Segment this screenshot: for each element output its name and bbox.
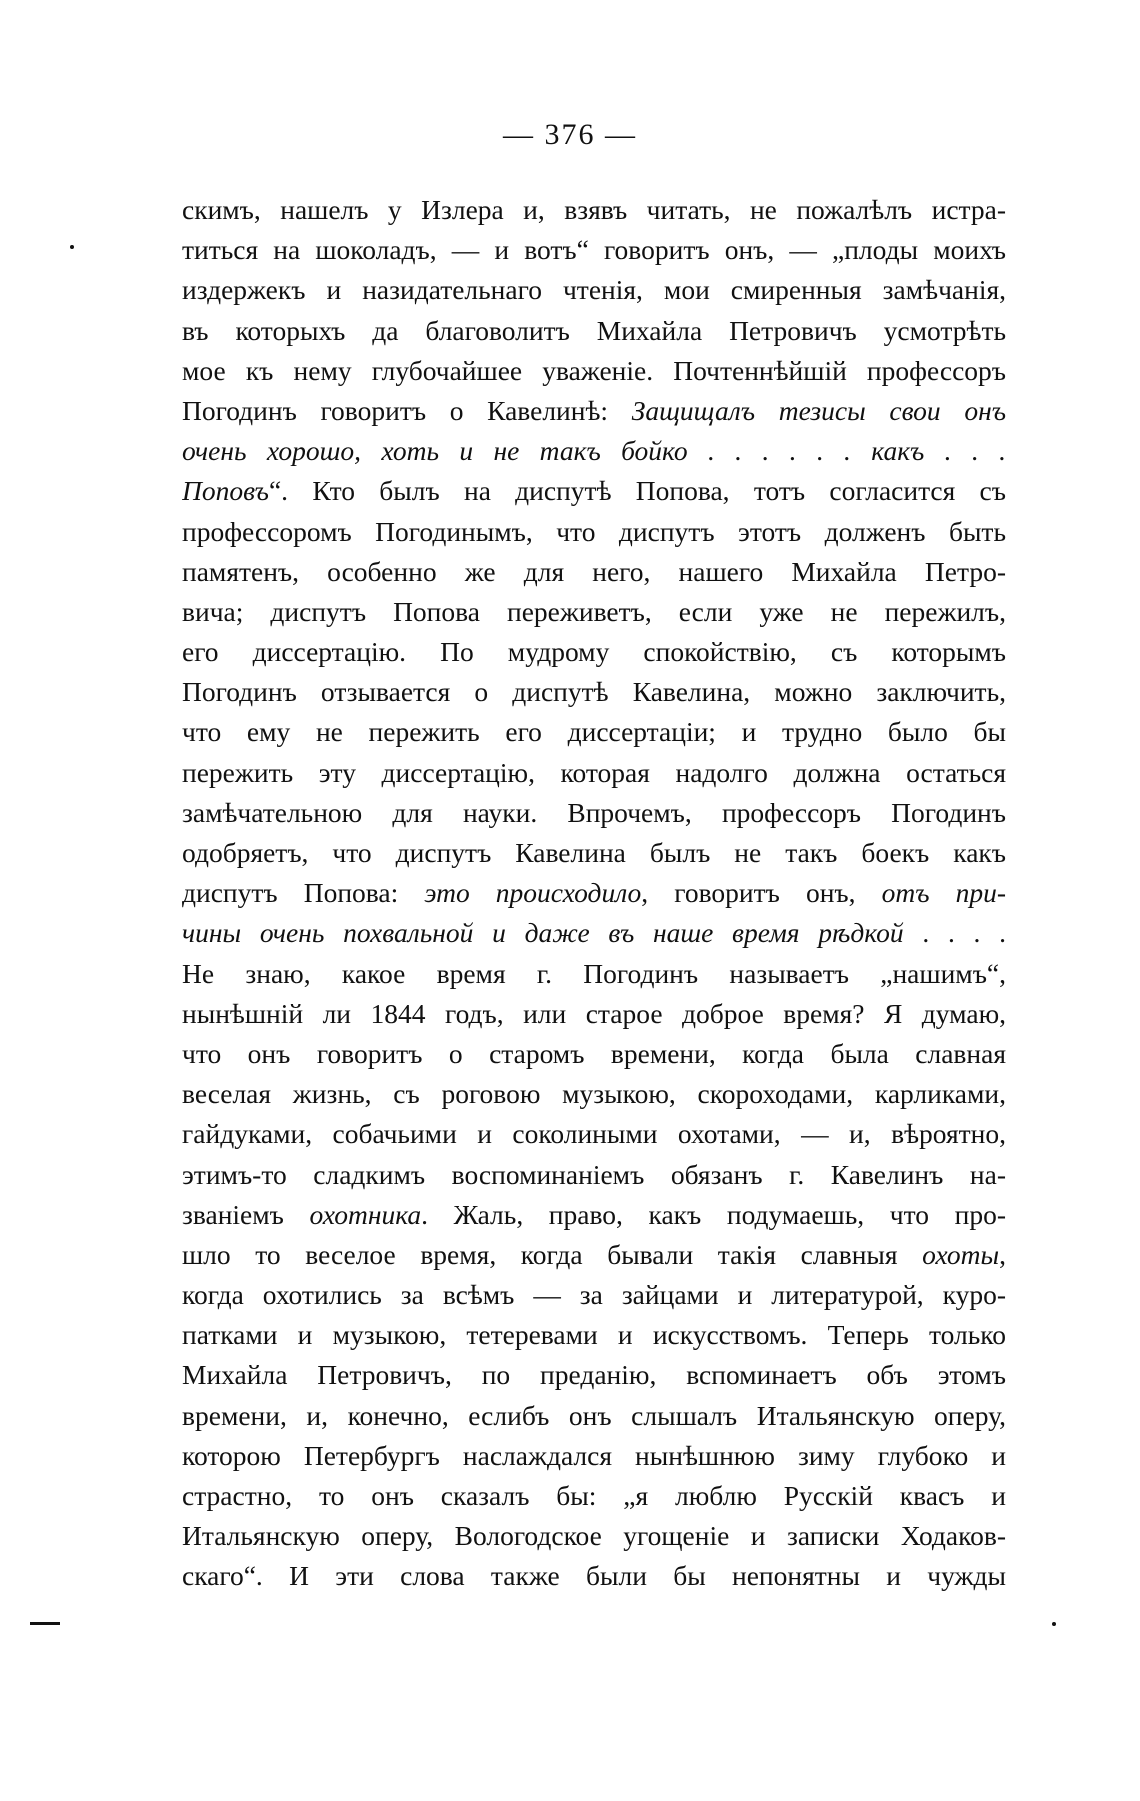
text-segment: “. Кто былъ на диспутѣ Попова, тотъ согласится съ — [268, 475, 1006, 507]
text-line — [182, 632, 1006, 672]
text-line — [182, 1476, 1006, 1516]
text-line — [182, 1074, 1006, 1114]
text-segment: званіемъ — [182, 1198, 310, 1230]
italic-text-segment: Поповъ — [182, 475, 269, 507]
text-line — [182, 471, 1006, 511]
text-line — [182, 592, 1006, 632]
margin-dash-mark — [30, 1622, 60, 1625]
text-segment: времени, и, конечно, еслибъ онъ слышалъ Итальянскую оперу, — [182, 1399, 1006, 1431]
text-line — [182, 793, 1006, 833]
text-segment: въ которыхъ да благоволитъ Михайла Петровичъ усмотрѣть — [182, 314, 1006, 346]
text-segment: что онъ говоритъ о старомъ времени, когда была славная — [182, 1037, 1006, 1069]
text-line — [182, 1275, 1006, 1315]
text-segment: Погодинъ говоритъ о Кавелинѣ: — [182, 394, 632, 426]
text-segment: памятенъ, особенно же для него, нашего Михайла Петро- — [182, 555, 1006, 587]
italic-text-segment: чины очень похвальной и даже въ наше время рѣдкой — [182, 917, 904, 949]
text-line — [182, 873, 1006, 913]
text-segment: мое къ нему глубочайшее уваженіе. Почтеннѣйшій профессоръ — [182, 354, 1006, 386]
text-segment: скимъ, нашелъ у Излера и, взявъ читать, не пожалѣлъ истра- — [182, 194, 1006, 225]
italic-text-segment: это происходило — [424, 877, 642, 909]
text-line — [182, 833, 1006, 873]
text-segment: Итальянскую оперу, Вологодское угощеніе и записки Ходаков- — [182, 1520, 1006, 1552]
text-line — [182, 954, 1006, 994]
margin-dot-mark — [70, 245, 74, 249]
text-line — [182, 311, 1006, 351]
italic-text-segment: охотника — [309, 1198, 422, 1230]
text-line — [182, 1315, 1006, 1355]
text-line — [182, 1235, 1006, 1275]
text-segment: замѣчательною для науки. Впрочемъ, профессоръ Погодинъ — [182, 796, 1006, 828]
text-line — [182, 431, 1006, 471]
text-segment: . . . . — [903, 917, 1006, 949]
text-segment: патками и музыкою, тетеревами и искусствомъ. Теперь только — [182, 1319, 1006, 1351]
text-segment: Не знаю, какое время г. Погодинъ называетъ „нашимъ“, — [182, 957, 1006, 989]
text-segment: скаго“. И эти слова также были бы непонятны и чужды — [182, 1560, 1006, 1592]
text-segment: , говоритъ онъ, — [641, 877, 882, 909]
text-segment: титься на шоколадъ, — и вотъ“ говоритъ онъ, — „плоды моихъ — [182, 234, 1006, 266]
text-line — [182, 512, 1006, 552]
text-segment: гайдуками, собачьими и соколиными охотами, — и, вѣроятно, — [182, 1118, 1006, 1150]
italic-text-segment: отъ при- — [881, 877, 1006, 909]
text-line — [182, 712, 1006, 752]
text-segment: шло то веселое время, когда бывали такія славныя — [182, 1238, 923, 1270]
text-line — [182, 994, 1006, 1034]
body-text — [182, 190, 1006, 1597]
text-line — [182, 391, 1006, 431]
text-line — [182, 1436, 1006, 1476]
text-line — [182, 672, 1006, 712]
italic-text-segment: Защищалъ тезисы свои онъ — [631, 394, 1006, 426]
text-line — [182, 270, 1006, 310]
text-segment: этимъ-то сладкимъ воспоминаніемъ обязанъ г. Кавелинъ на- — [182, 1158, 1006, 1190]
text-segment: что ему не пережить его диссертаціи; и трудно было бы — [182, 716, 1006, 748]
text-line — [182, 1195, 1006, 1235]
page-number: — 376 — — [503, 118, 637, 151]
text-segment: диспутъ Попова: — [182, 877, 425, 909]
text-line — [182, 913, 1006, 953]
text-line — [182, 1114, 1006, 1154]
text-segment: когда охотились за всѣмъ — за зайцами и литературой, куро- — [182, 1279, 1006, 1311]
text-line — [182, 1556, 1006, 1596]
text-segment: его диссертацію. По мудрому спокойствію, съ которымъ — [182, 636, 1006, 668]
text-line — [182, 1355, 1006, 1395]
text-line — [182, 1396, 1006, 1436]
text-segment: издержекъ и назидательнаго чтенія, мои смиренныя замѣчанія, — [182, 274, 1006, 306]
text-line — [182, 351, 1006, 391]
text-line — [182, 190, 1006, 230]
italic-text-segment: очень хорошо, хоть и не такъ бойко . . . . . . какъ . . . — [182, 435, 1006, 467]
text-segment: пережить эту диссертацію, которая надолго должна остаться — [182, 756, 1006, 788]
italic-text-segment: охоты — [922, 1238, 1000, 1270]
text-line — [182, 753, 1006, 793]
text-line — [182, 230, 1006, 270]
text-segment: вича; диспутъ Попова переживетъ, если уже не пережилъ, — [182, 595, 1006, 627]
text-segment: . Жаль, право, какъ подумаешь, что про- — [421, 1198, 1006, 1230]
text-line — [182, 1034, 1006, 1074]
text-segment: профессоромъ Погодинымъ, что диспутъ этотъ долженъ быть — [182, 515, 1006, 547]
text-segment: Погодинъ отзывается о диспутѣ Кавелина, можно заключить, — [182, 676, 1006, 708]
text-segment: веселая жизнь, съ роговою музыкою, скороходами, карликами, — [182, 1078, 1006, 1110]
text-segment: , — [999, 1238, 1006, 1270]
text-segment: нынѣшній ли 1844 годъ, или старое доброе время? Я думаю, — [182, 997, 1006, 1029]
text-segment: одобряетъ, что диспутъ Кавелина былъ не такъ боекъ какъ — [182, 837, 1006, 868]
margin-dot-mark — [1052, 1622, 1056, 1626]
text-line — [182, 1516, 1006, 1556]
text-line — [182, 1155, 1006, 1195]
text-segment: которою Петербургъ наслаждался нынѣшнюю зиму глубоко и — [182, 1439, 1006, 1471]
text-segment: страстно, то онъ сказалъ бы: „я люблю Русскій квасъ и — [182, 1480, 1006, 1511]
text-line — [182, 552, 1006, 592]
text-segment: Михайла Петровичъ, по преданію, вспоминаетъ объ этомъ — [182, 1359, 1006, 1391]
